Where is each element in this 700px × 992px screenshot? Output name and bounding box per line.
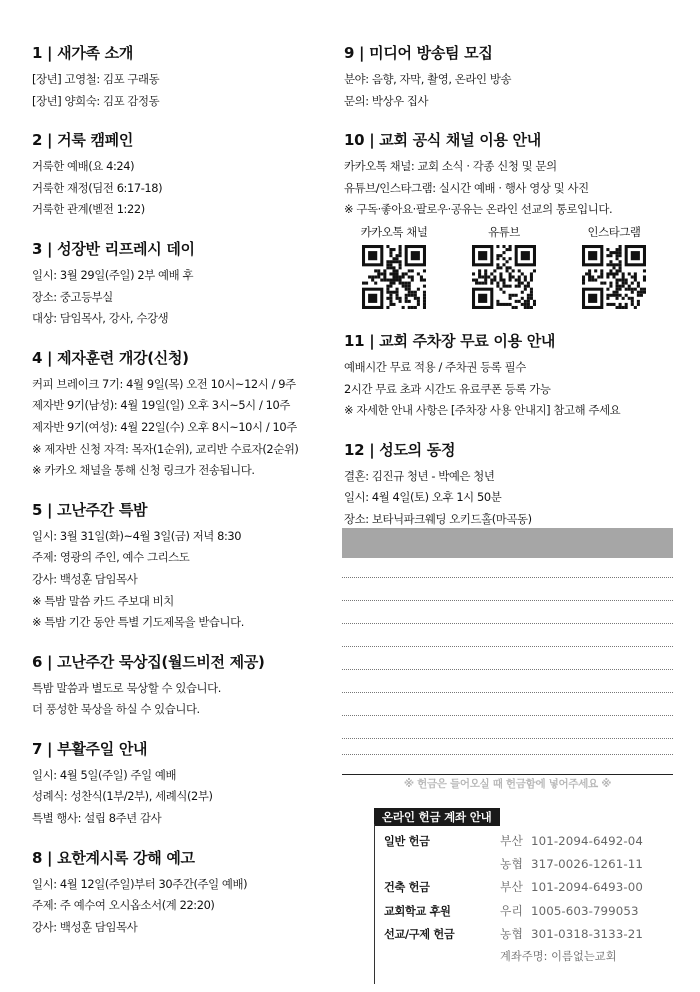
account-number[interactable]: 101-2094-6492-04 [531,834,643,848]
section-media-team [344,42,674,112]
section-title: 12 | 성도의 동정 [344,440,456,459]
qr-code-icon[interactable] [472,245,536,309]
section-holy-campaign [32,129,332,221]
section-line: 커피 브레이크 7기: 4월 9일(목) 오전 10시~12시 / 9주 [32,376,296,391]
section-title: 10 | 교회 공식 채널 이용 안내 [344,131,541,150]
section-title: 7 | 부활주일 안내 [32,739,148,758]
section-line: 일시: 3월 31일(화)~4월 3일(금) 저녁 8:30 [32,528,242,543]
account-number[interactable]: 101-2094-6493-00 [531,880,643,894]
section-line: 주제: 영광의 주인, 예수 그리스도 [32,550,190,565]
section-line: 특별 행사: 설립 8주년 감사 [32,811,162,826]
memo-line [342,738,673,739]
section-title: 6 | 고난주간 묵상집(월드비전 제공) [32,652,265,671]
section-title: 2 | 거룩 캠페인 [32,131,134,150]
account-number[interactable]: 317-0026-1261-11 [531,857,643,871]
section-line: 거룩한 예배(요 4:24) [32,159,135,174]
bank-name: 농협 [500,857,523,871]
memo-line [342,646,673,647]
account-holder: 계좌주명: 이름없는교회 [500,950,617,963]
section-line: 장소: 보타닉파크웨딩 오키드홀(마곡동) [344,511,532,526]
section-title: 9 | 미디어 방송팀 모집 [344,44,493,62]
section-member-news [344,439,674,531]
section-line: 거룩한 재정(딤전 6:17-18) [32,180,163,195]
left-column [32,42,332,955]
section-line: 일시: 4월 4일(토) 오후 1시 50분 [344,490,502,505]
account-row[interactable] [500,925,643,942]
qr-kakao[interactable] [354,223,434,313]
section-devotional [32,651,332,721]
memo-header-bar [342,528,673,558]
section-line: [장년] 고영철: 김포 구래동 [32,72,160,86]
section-line: 강사: 백성훈 담임목사 [32,919,138,934]
section-official-channels [344,129,674,313]
section-title: 1 | 새가족 소개 [32,44,134,62]
section-special-night [32,499,332,634]
section-line: 주제: 주 예수여 오시옵소서(계 22:20) [32,898,215,913]
section-line: 예배시간 무료 적용 / 주차권 등록 필수 [344,359,526,374]
section-line: 대상: 담임목사, 강사, 수강생 [32,311,169,326]
account-row[interactable] [500,902,639,919]
account-number[interactable]: 1005-603-799053 [531,904,639,918]
section-title: 5 | 고난주간 특밤 [32,500,148,519]
section-line: ※ 제자반 신청 자격: 목자(1순위), 교리반 수료자(2순위) [32,441,299,456]
section-line: 일시: 3월 29일(주일) 2부 예배 후 [32,267,194,282]
section-line: 강사: 백성훈 담임목사 [32,571,138,586]
section-title: 11 | 교회 주차장 무료 이용 안내 [344,331,556,350]
memo-line [342,715,673,716]
memo-line [342,669,673,670]
memo-line [342,754,673,755]
section-line: 문의: 박상우 집사 [344,93,429,108]
account-row[interactable] [500,878,643,895]
offering-divider [374,824,375,984]
section-line: ※ 자세한 안내 사항은 [주차장 사용 안내지] 참고해 주세요 [344,403,621,418]
section-line: ※ 구독·좋아요·팔로우·공유는 온라인 선교의 통로입니다. [344,202,613,217]
account-row[interactable] [500,832,643,849]
memo-line [342,600,673,601]
account-number[interactable]: 301-0318-3133-21 [531,927,643,941]
section-line: 제자반 9기(여성): 4월 22일(수) 오후 8시~10시 / 10주 [32,419,297,434]
section-title: 8 | 요한계시록 강해 예고 [32,848,195,867]
section-line: 일시: 4월 12일(주일)부터 30주간(주일 예배) [32,876,248,891]
section-new-family [32,42,332,112]
account-label: 일반 헌금 [384,835,430,848]
qr-code-icon[interactable] [582,245,646,309]
section-line: 결혼: 김진규 청년 - 박예은 청년 [344,468,495,483]
account-row[interactable] [500,855,643,872]
qr-label: 인스타그램 [587,224,641,239]
section-line: 2시간 무료 초과 시간도 유료쿠폰 등록 가능 [344,381,551,396]
memo-line [342,692,673,693]
qr-instagram[interactable] [574,223,654,313]
offering-notice: ※ 헌금은 들어오실 때 헌금함에 넣어주세요 ※ [403,778,612,790]
offering-title: 온라인 헌금 계좌 안내 [374,808,500,826]
account-label: 선교/구제 헌금 [384,928,455,941]
right-column [344,42,674,548]
section-title: 4 | 제자훈련 개강(신청) [32,348,189,367]
section-easter [32,738,332,830]
section-parking [344,330,674,422]
section-line: ※ 카카오 채널을 통해 신청 링크가 전송됩니다. [32,463,255,478]
section-line: 일시: 4월 5일(주일) 주일 예배 [32,767,177,782]
bank-name: 우리 [500,904,523,918]
qr-code-icon[interactable] [362,245,426,309]
account-label: 건축 헌금 [384,881,430,894]
section-line: 장소: 중고등부실 [32,289,113,304]
memo-line [342,577,673,578]
memo-line [342,623,673,624]
section-line: ※ 특밤 기간 동안 특별 기도제목을 받습니다. [32,615,244,630]
section-line: 유튜브/인스타그램: 실시간 예배 · 행사 영상 및 사진 [344,180,589,195]
qr-label: 유튜브 [488,224,520,239]
bank-name: 부산 [500,834,523,848]
section-refresh-day [32,238,332,330]
section-line: 더 풍성한 묵상을 하실 수 있습니다. [32,702,200,717]
qr-youtube[interactable] [464,223,544,313]
bank-name: 부산 [500,880,523,894]
section-line: 카카오톡 채널: 교회 소식 · 각종 신청 및 문의 [344,159,557,174]
bank-name: 농협 [500,927,523,941]
section-line: 거룩한 관계(벧전 1:22) [32,202,145,217]
section-line: 성례식: 성찬식(1부/2부), 세례식(2부) [32,789,213,804]
qr-label: 카카오톡 채널 [360,224,428,239]
section-line: 제자반 9기(남성): 4월 19일(일) 오후 3시~5시 / 10주 [32,398,290,413]
section-line: 특밤 말씀과 별도로 묵상할 수 있습니다. [32,680,221,695]
account-label: 교회학교 후원 [384,905,451,918]
section-discipleship [32,347,332,482]
section-line: [장년] 양희숙: 김포 감정동 [32,93,160,108]
qr-code-row [354,223,654,313]
online-offering-box [374,806,674,963]
section-title: 3 | 성장반 리프레시 데이 [32,239,195,258]
section-line: 분야: 음향, 자막, 촬영, 온라인 방송 [344,72,512,86]
section-revelation [32,847,332,939]
memo-bottom-rule [342,774,673,775]
section-line: ※ 특밤 말씀 카드 주보대 비치 [32,593,174,608]
